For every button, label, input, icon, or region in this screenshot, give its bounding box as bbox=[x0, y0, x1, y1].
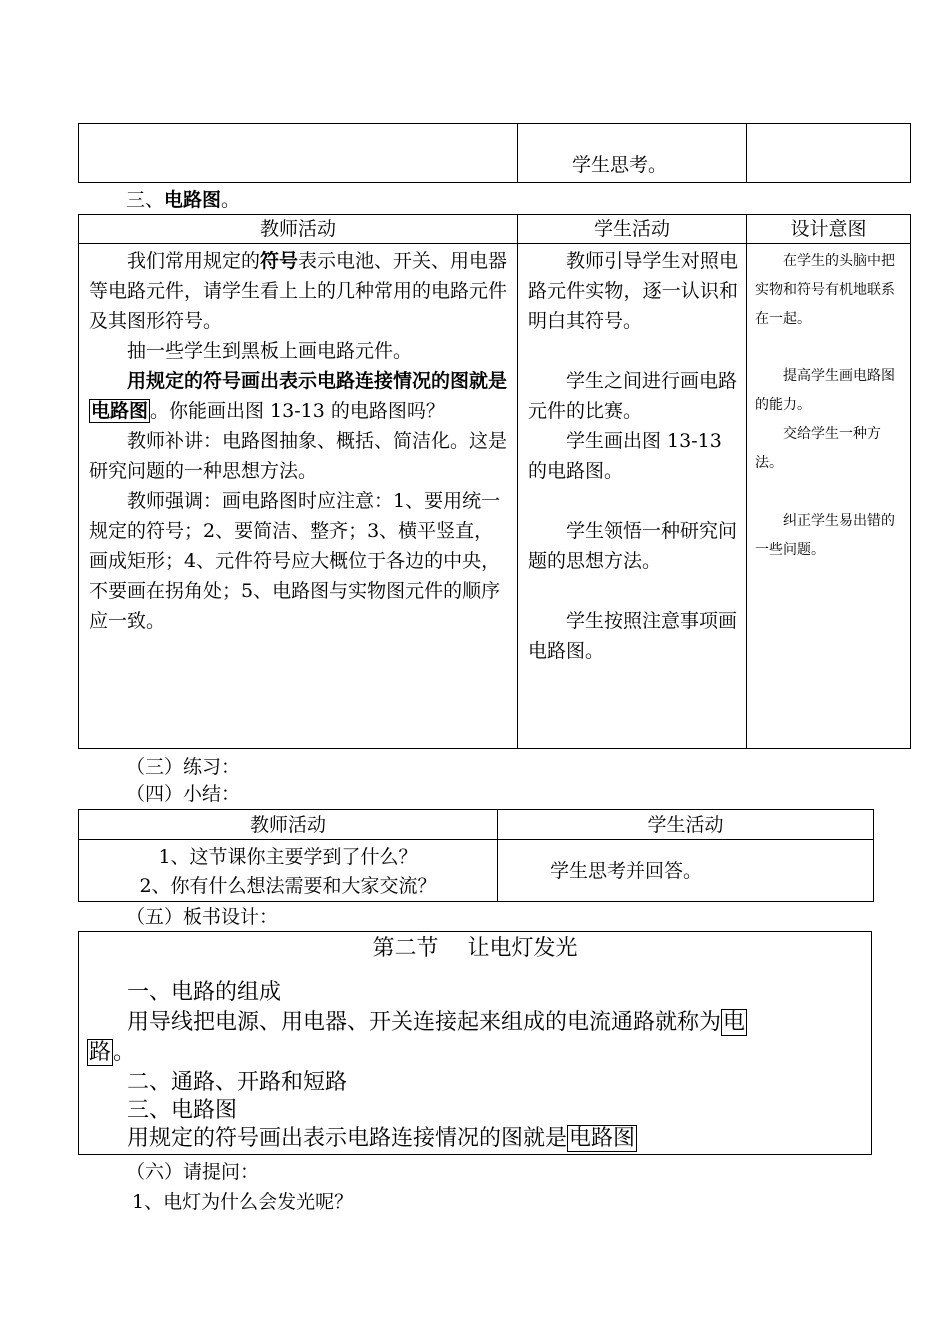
summary-question-1: 1、这节课你主要学到了什么？ bbox=[158, 846, 418, 868]
board-line-1: 一、电路的组成 bbox=[127, 980, 282, 1005]
header-teacher: 教师活动 bbox=[79, 215, 518, 244]
summary-student-cell bbox=[498, 840, 874, 902]
board-line-4: 二、通路、开路和短路 bbox=[127, 1070, 348, 1095]
teacher-para-3: 用规定的符号画出表示电路连接情况的图就是电路图 。你能画出图 13-13 的电路图吗？ bbox=[91, 370, 508, 422]
board-heading: （五）板书设计： bbox=[126, 906, 279, 928]
practice-heading: （三）练习： bbox=[126, 756, 241, 778]
board-line-6: 用规定的符号画出表示电路连接情况的图就是电路图 bbox=[127, 1126, 636, 1151]
header-design: 设计意图 bbox=[747, 215, 911, 244]
boxed-term: 电路图 bbox=[91, 400, 149, 422]
questions-heading: （六）请提问： bbox=[126, 1161, 260, 1183]
top-student-cell bbox=[518, 124, 747, 183]
design-para-1: 在学生的头脑中把实物和符号有机地联系在一起。 bbox=[755, 253, 895, 327]
summary-answer: 学生思考并回答。 bbox=[550, 859, 703, 882]
top-table bbox=[78, 123, 911, 183]
top-teacher-cell bbox=[79, 124, 518, 183]
student-para-2: 学生之间进行画电路元件的比赛。 bbox=[528, 370, 738, 422]
summary-question-2: 2、你有什么想法需要和大家交流？ bbox=[139, 875, 437, 897]
summary-teacher-cell bbox=[79, 840, 498, 902]
summary-header-teacher: 教师活动 bbox=[79, 810, 498, 840]
design-para-2: 提高学生画电路图的能力。 bbox=[755, 368, 895, 413]
student-para-1: 教师引导学生对照电路元件实物，逐一认识和明白其符号。 bbox=[528, 250, 738, 332]
student-para-3: 学生画出图 13-13 的电路图。 bbox=[528, 430, 722, 482]
design-para-4: 纠正学生易出错的一些问题。 bbox=[755, 513, 895, 558]
summary-header-student: 学生活动 bbox=[498, 810, 874, 840]
board-line-3: 路。 bbox=[89, 1040, 136, 1065]
teacher-para-1: 我们常用规定的符号表示电池、开关、用电器等电路元件，请学生看上上的几种常用的电路元件及其图形符号。 bbox=[89, 250, 508, 332]
design-intent-cell bbox=[747, 244, 911, 749]
section3-heading: 三、电路图。 bbox=[126, 189, 241, 211]
student-para-5: 学生按照注意事项画电路图。 bbox=[528, 610, 738, 662]
board-line-5: 三、电路图 bbox=[127, 1098, 238, 1123]
board-design-box bbox=[78, 931, 872, 1155]
board-line-2: 用导线把电源、用电器、开关连接起来组成的电流通路就称为电 bbox=[127, 1010, 746, 1035]
top-design-cell bbox=[747, 124, 911, 183]
design-para-3: 交给学生一种方法。 bbox=[755, 426, 881, 471]
summary-heading: （四）小结： bbox=[126, 783, 241, 805]
circuit-diagram-table bbox=[78, 214, 911, 749]
teacher-para-5: 教师强调：画电路图时应注意：1、要用统一规定的符号；2、要简洁、整齐；3、横平竖直，画成矩形；4、元件符号应大概位于各边的中央，不要画在拐角处；5、电路图与实物图元件的顺序应一致。 bbox=[89, 490, 501, 632]
teacher-activity-cell bbox=[79, 244, 518, 749]
teacher-para-2: 抽一些学生到黑板上画电路元件。 bbox=[127, 340, 413, 362]
student-para-4: 学生领悟一种研究问题的思想方法。 bbox=[528, 520, 738, 572]
board-title: 第二节 让电灯发光 bbox=[372, 936, 578, 961]
student-activity-cell bbox=[518, 244, 747, 749]
top-student-text: 学生思考。 bbox=[572, 154, 668, 176]
teacher-para-4: 教师补讲：电路图抽象、概括、简洁化。这是研究问题的一种思想方法。 bbox=[89, 430, 508, 482]
header-student: 学生活动 bbox=[518, 215, 747, 244]
question-1: 1、电灯为什么会发光呢？ bbox=[132, 1191, 354, 1213]
summary-table bbox=[78, 809, 874, 902]
